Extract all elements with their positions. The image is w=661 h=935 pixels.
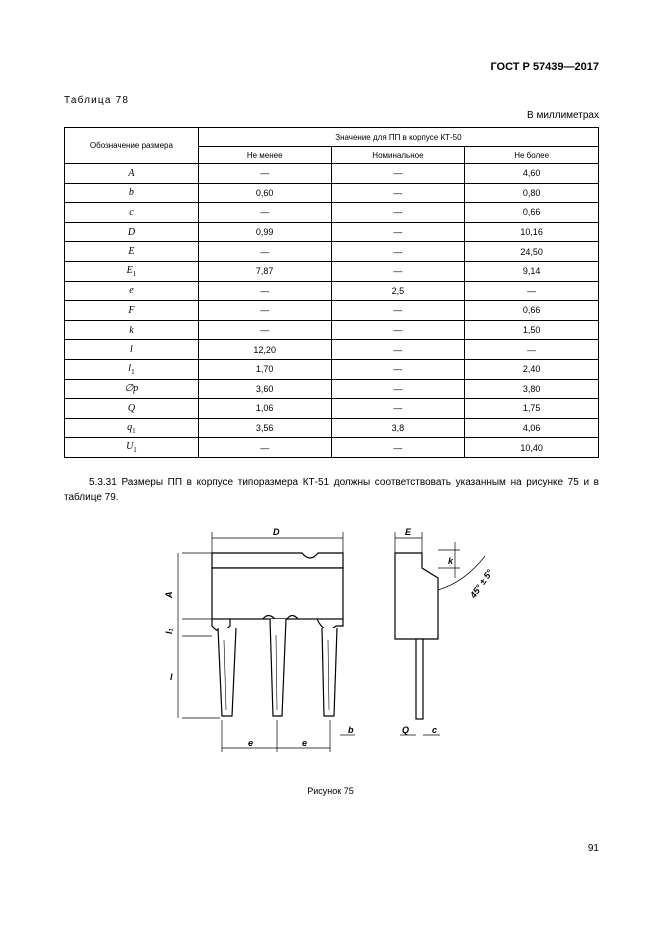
row-min-value: — bbox=[198, 281, 331, 301]
row-min-value: — bbox=[198, 203, 331, 223]
table-row bbox=[65, 418, 599, 438]
row-symbol: F bbox=[65, 301, 199, 321]
row-max-value: 2,40 bbox=[465, 359, 599, 379]
row-nom-value: — bbox=[331, 183, 465, 203]
label-l: l bbox=[170, 672, 173, 682]
table-row bbox=[65, 242, 599, 262]
label-l1: l₁ bbox=[164, 628, 174, 634]
row-symbol: c bbox=[65, 203, 199, 223]
dimensions-table bbox=[64, 127, 599, 458]
row-max-value: 1,75 bbox=[465, 399, 599, 419]
col-max-header: Не более bbox=[465, 147, 599, 164]
table-row bbox=[65, 301, 599, 321]
row-nom-value: — bbox=[331, 203, 465, 223]
table-row bbox=[65, 399, 599, 419]
row-nom-value: — bbox=[331, 164, 465, 184]
label-Q: Q bbox=[402, 725, 410, 735]
table-row bbox=[65, 183, 599, 203]
row-min-value: 1,06 bbox=[198, 399, 331, 419]
row-max-value: 4,06 bbox=[465, 418, 599, 438]
row-min-value: — bbox=[198, 438, 331, 458]
row-max-value: 0,66 bbox=[465, 301, 599, 321]
label-E: E bbox=[405, 527, 412, 537]
row-min-value: 3,56 bbox=[198, 418, 331, 438]
row-symbol: ∅p bbox=[65, 379, 199, 399]
row-nom-value: — bbox=[331, 340, 465, 360]
row-min-value: — bbox=[198, 301, 331, 321]
table-caption: Таблица 78 bbox=[64, 95, 130, 106]
front-body-top bbox=[212, 553, 343, 568]
row-min-value: 12,20 bbox=[198, 340, 331, 360]
col-nom-header: Номинальное bbox=[331, 147, 465, 164]
table-row bbox=[65, 320, 599, 340]
table-row bbox=[65, 222, 599, 242]
label-c: c bbox=[432, 725, 438, 735]
row-max-value: — bbox=[465, 340, 599, 360]
row-max-value: 10,16 bbox=[465, 222, 599, 242]
row-max-value: 3,80 bbox=[465, 379, 599, 399]
row-min-value: 7,87 bbox=[198, 261, 331, 281]
row-nom-value: — bbox=[331, 320, 465, 340]
table-row bbox=[65, 379, 599, 399]
table-row bbox=[65, 281, 599, 301]
row-nom-value: — bbox=[331, 379, 465, 399]
label-A: A bbox=[164, 591, 174, 598]
label-k: k bbox=[448, 556, 454, 566]
row-max-value: 0,80 bbox=[465, 183, 599, 203]
col-value-group-header: Значение для ПП в корпусе КТ-50 bbox=[198, 128, 598, 147]
paragraph-5-3-31: 5.3.31 Размеры ПП в корпусе типоразмера КТ-51 должны соответствовать указанным на рисунке 75 и в таблице 79. bbox=[64, 477, 599, 503]
label-e2: e bbox=[302, 738, 308, 748]
row-nom-value: — bbox=[331, 242, 465, 262]
row-nom-value: — bbox=[331, 438, 465, 458]
row-nom-value: — bbox=[331, 359, 465, 379]
side-body bbox=[395, 553, 438, 639]
table-row bbox=[65, 203, 599, 223]
row-nom-value: — bbox=[331, 301, 465, 321]
row-symbol: $E_1$ bbox=[65, 261, 199, 281]
table-row bbox=[65, 261, 599, 281]
row-max-value: 0,66 bbox=[465, 203, 599, 223]
figure-caption: Рисунок 75 bbox=[307, 786, 354, 796]
row-min-value: — bbox=[198, 242, 331, 262]
table-row bbox=[65, 359, 599, 379]
front-body-main bbox=[212, 568, 343, 619]
table-row bbox=[65, 340, 599, 360]
row-max-value: 1,50 bbox=[465, 320, 599, 340]
row-max-value: 9,14 bbox=[465, 261, 599, 281]
row-min-value: 1,70 bbox=[198, 359, 331, 379]
units-note: В миллиметрах bbox=[527, 110, 599, 121]
row-nom-value: 2,5 bbox=[331, 281, 465, 301]
row-symbol: $U_1$ bbox=[65, 438, 199, 458]
table-row bbox=[65, 438, 599, 458]
label-e1: e bbox=[248, 738, 254, 748]
row-symbol: $l_1$ bbox=[65, 359, 199, 379]
row-symbol: E bbox=[65, 242, 199, 262]
lead-left bbox=[218, 628, 236, 716]
row-max-value: 4,60 bbox=[465, 164, 599, 184]
label-b: b bbox=[348, 725, 354, 735]
row-max-value: 24,50 bbox=[465, 242, 599, 262]
row-min-value: 3,60 bbox=[198, 379, 331, 399]
label-D: D bbox=[273, 527, 280, 537]
lead-middle bbox=[270, 619, 286, 716]
lead-right bbox=[322, 628, 337, 716]
row-min-value: — bbox=[198, 320, 331, 340]
row-symbol: $q_1$ bbox=[65, 418, 199, 438]
row-symbol: b bbox=[65, 183, 199, 203]
table-row bbox=[65, 164, 599, 184]
row-max-value: — bbox=[465, 281, 599, 301]
row-symbol: l bbox=[65, 340, 199, 360]
row-symbol: k bbox=[65, 320, 199, 340]
row-symbol: e bbox=[65, 281, 199, 301]
page-number: 91 bbox=[587, 843, 599, 854]
row-nom-value: — bbox=[331, 261, 465, 281]
side-lead bbox=[416, 639, 423, 719]
col-designation-header: Обозначение размера bbox=[65, 128, 199, 164]
row-nom-value: — bbox=[331, 399, 465, 419]
row-nom-value: — bbox=[331, 222, 465, 242]
row-symbol: Q bbox=[65, 399, 199, 419]
figure-75-drawing bbox=[160, 520, 520, 748]
row-min-value: 0,99 bbox=[198, 222, 331, 242]
document-code: ГОСТ Р 57439—2017 bbox=[490, 61, 599, 73]
row-symbol: A bbox=[65, 164, 199, 184]
col-min-header: Не менее bbox=[198, 147, 331, 164]
label-angle: 45° ± 5° bbox=[468, 567, 495, 600]
row-symbol: D bbox=[65, 222, 199, 242]
row-max-value: 10,40 bbox=[465, 438, 599, 458]
row-min-value: 0,60 bbox=[198, 183, 331, 203]
row-nom-value: 3,8 bbox=[331, 418, 465, 438]
row-min-value: — bbox=[198, 164, 331, 184]
